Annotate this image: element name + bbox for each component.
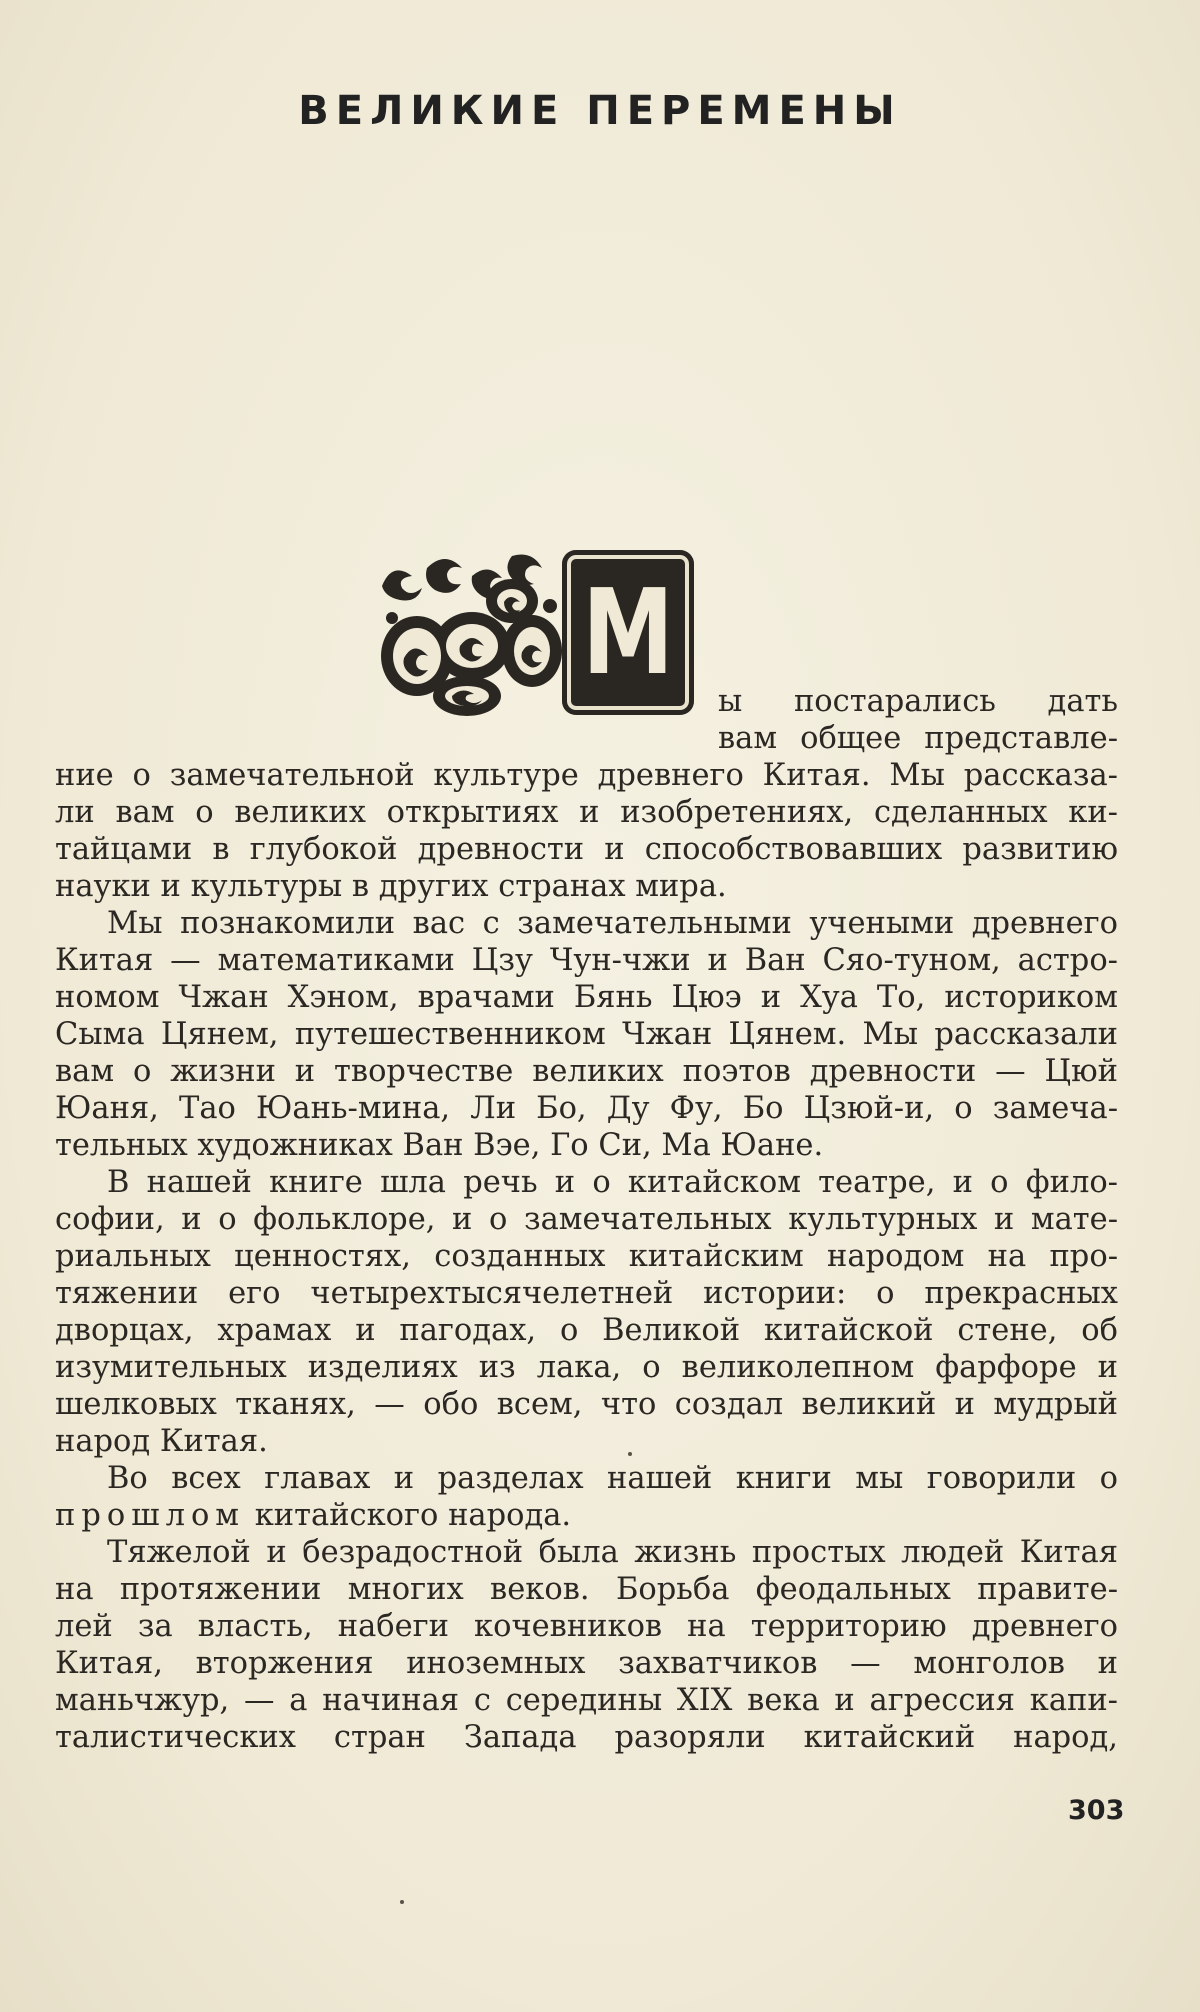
text-line: Китая, вторжения иноземных захватчиков — монголов и: [55, 1646, 1118, 1681]
chapter-title: ВЕЛИКИЕ ПЕРЕМЕНЫ: [298, 88, 902, 134]
text-line: Китая — математиками Цзу Чун-чжи и Ван Сяо-туном, астро-: [55, 943, 1118, 978]
text-line: шелковых тканях, — обо всем, что создал великий и мудрый: [55, 1387, 1118, 1422]
spaced-emphasis-word: прошлом: [55, 1498, 246, 1533]
text-line: ли вам о великих открытиях и изобретениях, сделанных ки-: [55, 795, 1118, 830]
print-speck: [628, 1452, 632, 1456]
text-line: на протяжении многих веков. Борьба феодальных правите-: [55, 1572, 1118, 1607]
opening-line-1: ы постарались дать: [718, 684, 1118, 719]
text-line: Во всех главах и разделах нашей книги мы говорили о: [107, 1461, 1118, 1496]
text-line: софии, и о фольклоре, и о замечательных культурных и мате-: [55, 1202, 1118, 1237]
opening-line-2: вам общее представле-: [718, 721, 1118, 756]
text-line-emphasis: [55, 1497, 1118, 1534]
page-number: 303: [1068, 1795, 1125, 1826]
text-line: номом Чжан Хэном, врачами Бянь Цюэ и Хуа То, историком: [55, 980, 1118, 1015]
text-line: Мы познакомили вас с замечательными учеными древнего: [107, 906, 1118, 941]
print-speck: [400, 1900, 404, 1904]
text-line: В нашей книге шла речь и о китайском театре, и о фило-: [107, 1165, 1118, 1200]
cloud-ornament-icon: [372, 546, 572, 721]
opening-lines: [718, 683, 1118, 757]
text-line: риальных ценностях, созданных китайским народом на про-: [55, 1239, 1118, 1274]
emphasis-line-rest: китайского народа.: [245, 1498, 572, 1533]
drop-cap-letter: М: [582, 563, 674, 701]
text-line: Сыма Цянем, путешественником Чжан Цянем. Мы рассказали: [55, 1017, 1118, 1052]
drop-cap-block: [372, 546, 702, 721]
text-line: народ Китая.: [55, 1424, 268, 1459]
text-line: Тяжелой и безрадостной была жизнь простых людей Китая: [107, 1535, 1118, 1570]
text-line: талистических стран Запада разоряли китайский народ,: [55, 1720, 1118, 1755]
text-line: науки и культуры в других странах мира.: [55, 869, 727, 904]
text-line: ние о замечательной культуре древнего Китая. Мы рассказа-: [55, 758, 1118, 793]
text-line: вам о жизни и творчестве великих поэтов древности — Цюй: [55, 1054, 1118, 1089]
text-line: маньчжур, — а начиная с середины XIX века и агрессия капи-: [55, 1683, 1118, 1718]
text-line: Юаня, Тао Юань-мина, Ли Бо, Ду Фу, Бо Цзюй-и, о замеча-: [55, 1091, 1118, 1126]
text-line: дворцах, храмах и пагодах, о Великой китайской стене, об: [55, 1313, 1118, 1348]
text-line: тайцами в глубокой древности и способствовавших развитию: [55, 832, 1118, 867]
text-line: тяжении его четырехтысячелетней истории: о прекрасных: [55, 1276, 1118, 1311]
text-line: лей за власть, набеги кочевников на территорию древнего: [55, 1609, 1118, 1644]
text-line: тельных художниках Ван Вэе, Го Си, Ма Юане.: [55, 1128, 824, 1163]
body-text: [55, 757, 1118, 1756]
drop-cap-box: [562, 550, 694, 715]
text-line: изумительных изделиях из лака, о великолепном фарфоре и: [55, 1350, 1118, 1385]
